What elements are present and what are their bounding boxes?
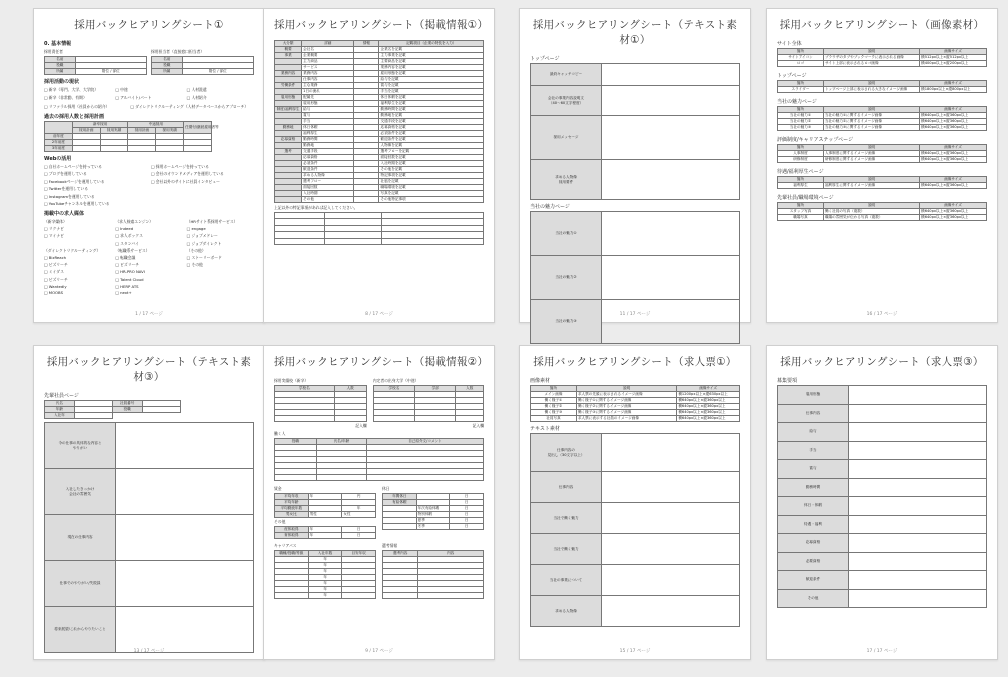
basic-left-label: 採用責任者 [44, 49, 63, 54]
sheet-page-6: 採用バックヒアリングシート（掲載情報②） 採用実績校（新卒） 学校名 人数 記入欄 内定者の出身大学（中途） 学校名 学部 人数 記入欄 働く人 役職 氏名/年齢 自己紹介文/コメント 賃金 平均年収 年 円 平均年齢 平均勤続年数 年 男女比 男性 女性 その他 産休取得 年 日 育休取得 年 日 休日 年間休日 日 有給休暇 日 年次有給休暇 日 特別休暇 日 夏季 日 冬季 日 キャリアパス 職種/役職/等級 入社年数 目安年収 年 年 年 年 年 年 年 選考情報 選考内容 内容 9 / 17 ページ [263, 345, 495, 660]
table-row: 勤務時間 [778, 478, 987, 497]
page-title: 採用バックヒアリングシート① [74, 19, 224, 31]
page-footer: 15 / 17 ページ [619, 649, 651, 654]
table-row: 休日・休暇 [778, 497, 987, 516]
image-spec-table: 箇所 説明 画像サイズ サイトアイコン ブラウザのタブやブックマークに表示される画像 横512px以上×縦512px以上 ロゴ サイト上部に表示されるロゴ画像 横400px以上×縦200px以上 [777, 48, 987, 67]
job-text-table: 仕事内容の 見出し（30文字以上） 仕事内容 当社で働く魅力 当社で働く魅力 当社の事業について 求める人物像 [530, 433, 740, 627]
job-requirements-table [777, 385, 987, 608]
section-heading: 掲載中の求人媒体 [44, 211, 85, 217]
table-row: 労働条件 主な業務 賞与を記載 [275, 83, 484, 89]
section-heading: 過去の採用人数と採用計画 [44, 113, 105, 120]
image-spec-table: 箇所 説明 画像サイズ 当社の魅力① 当社の魅力①に関するイメージ画像 横640px以上×縦360px以上 当社の魅力② 当社の魅力②に関するイメージ画像 横640px以上×縦360px以上 当社の魅力③ 当社の魅力③に関するイメージ画像 横640px以上×縦360px以上 [777, 106, 987, 131]
table-row: 選考フロー 社風を記載 [275, 179, 484, 185]
table-row: 研修制度 研修制度に関するイメージ画像 横640px以上×縦360px以上 [778, 157, 987, 163]
sheet-page-3 [519, 8, 751, 323]
basic-left-table: 名前 役職 所属 階位 / 部位 [44, 56, 147, 75]
basic-right-table: 名前 役職 所属 階位 / 部位 [151, 56, 254, 75]
page-footer: 1 / 17 ページ [135, 312, 163, 317]
wage-table: 平均年収 年 円 平均年齢 平均勤続年数 年 男女比 男性 女性 [274, 493, 376, 518]
page-footer: 11 / 17 ページ [619, 312, 651, 317]
notes-table [274, 212, 484, 245]
career-table: 職種/役職/等級 入社年数 目安年収 年 年 年 年 年 年 年 [274, 550, 376, 599]
sheet-page-5 [33, 345, 265, 660]
table-row: 仕事内容 [778, 404, 987, 423]
checkbox-item[interactable]: □ 中途 [115, 87, 128, 92]
table-row: 事業 企業概要 主力事業を記載 [275, 53, 484, 59]
table-row: 賞与 [778, 460, 987, 479]
image-spec-table: 箇所 説明 画像サイズ 福利厚生 福利厚生に関するイメージ画像 横640px以上×縦360px以上 [777, 176, 987, 189]
table-row: 人事制度 人事制度に関するイメージ画像 横640px以上×縦360px以上 [778, 151, 987, 157]
table-row: その他 [778, 589, 987, 608]
school-table: 学校名 人数 [274, 385, 367, 422]
table-row: 選考 交通手段 選考フローを記載 [275, 149, 484, 155]
checkbox-item[interactable]: □ 人材紹介 [186, 94, 207, 100]
holiday-table: 年間休日 日 有給休暇 日 年次有給休暇 日 特別休暇 日 夏季 日 冬季 日 [382, 493, 484, 530]
section-heading: サイト全体 [777, 41, 802, 47]
hiring-plan-table: 新卒採用 中途採用 任期付/継続雇用者等 採用計画 採用実績 採用計画 採用実績 前年度 2年前度 3年前度 [44, 121, 212, 152]
page-footer: 8 / 17 ページ [365, 312, 393, 317]
section-heading: 先輩社員ページ [44, 393, 79, 399]
table-row: 必須条件 入社時期を記載 [275, 161, 484, 167]
section-heading: 当社の魅力ページ [530, 204, 570, 210]
table-row: 勤務地 休日休暇 応募資格を記載 [275, 125, 484, 131]
section-heading: 先輩社員/職場環境ページ [777, 195, 834, 201]
posting-info-table: 大分類 詳細 情報 記載項目（企業の特長を入力） 概要 会社名 企業名を記載 事業 企業概要 主力事業を記載 主力商品 主要商品を記載 サービス 業務内容を記載 業務内容 業務内容 雇用形態を記載 仕事内容 給与を記載 労働条件 主な業務 賞与を記載 1日の流れ 手当を記載 雇用形態 配属先 休日休暇を記載 雇用形態 福利厚生を記載 制度/福利厚生 給与 勤務時間を記載 賞与 勤務地を記載 手当 交通手段を記載 勤務地 休日休暇 応募資格を記載 福利厚生 必須条件を記載 応募資格 勤務時間 歓迎条件を記載 勤務地 人物像を記載 選考 交通手段 選考フローを記載 応募資格 面接回数を記載 必須条件 入社時期を記載 歓迎条件 その他を記載 求める人物像 特記事項を記載 選考フロー 社風を記載 面接回数 職場環境を記載 入社時期 写真を記載 その他 その他特記事項 [274, 40, 484, 203]
table-row: 福利厚生 福利厚生に関するイメージ画像 横640px以上×縦360px以上 [778, 183, 987, 189]
section-heading: 評価制度/キャリアステップページ [777, 137, 854, 143]
table-row: 業務内容 業務内容 雇用形態を記載 [275, 71, 484, 77]
sheet-page-7: 採用バックヒアリングシート（求人票①） 画像素材 箇所 説明 画像サイズ メイン画像 求人票の先頭に表示されるイメージ画像 横1200px以上×縦630px以上 働く様子① 働く様子①に関するイメージ画像 横640px以上×縦360px以上 働く様子② 働く様子②に関するイメージ画像 横640px以上×縦360px以上 働く様子③ 働く様子③に関するイメージ画像 横640px以上×縦360px以上 社員写真 求人票に表示する社員のイメージ画像 横640px以上×縦360px以上 テキスト素材 仕事内容の 見出し（30文字以上） 仕事内容 当社で働く魅力 当社で働く魅力 当社の事業について 求める人物像 15 / 17 ページ [519, 345, 751, 660]
media-checklist: （新卒媒体） （求人検索エンジン） （HRサイト系採用サービス） □ リクナビ □ Indeed □ engage □ マイナビ □ 求人ボックス □ ジョブメドレー □ スタンバイ □ ジョブダイレクト （ダイレクトリクルーティング） （転職系サービス） （その他） □ BizReach □ 転職会議 □ ストーリーボード □ ビズリーチ □ ビズリーチ □ その他 □ ミイダス □ HR-PRO NAVI □ ビズリーチ □ Talent Cloud □ Wantedly □ HERP ATS □ MOOBS □ next+ [44, 219, 238, 295]
section-heading: 待遇/福利厚生ページ [777, 169, 824, 175]
section-heading: Webの活用 [44, 155, 72, 162]
employee-info-table: 氏名 社員番号 年齢 役職 入社年 [44, 400, 181, 419]
checkbox-item[interactable]: □ リファラル採用（社員からの紹介） [44, 103, 110, 109]
table-row: 当社の魅力① 当社の魅力①に関するイメージ画像 横640px以上×縦360px以上 [778, 113, 987, 119]
page-footer: 17 / 17 ページ [866, 649, 898, 654]
table-row: スライダー トップページ上部に表示される大きなイメージ画像 横1800px以上×縦800px以上 [778, 87, 987, 93]
table-row: 概要 会社名 企業名を記載 [275, 47, 484, 53]
table-row: 待遇・福利 [778, 515, 987, 534]
appeal-text-table: 当社の魅力① 当社の魅力② 当社の魅力③ [530, 211, 740, 344]
table-row: 給与 [778, 423, 987, 442]
table-row: 雇用形態 福利厚生を記載 [275, 101, 484, 107]
table-row: 歓迎条件 その他を記載 [275, 167, 484, 173]
table-row: 主力商品 主要商品を記載 [275, 59, 484, 65]
table-row: 入社時期 写真を記載 [275, 191, 484, 197]
table-row: サイトアイコン ブラウザのタブやブックマークに表示される画像 横512px以上×縦512px以上 [778, 55, 987, 61]
table-row: 必要資格 [778, 552, 987, 571]
table-row: 面接回数 職場環境を記載 [275, 185, 484, 191]
sheet-page-4 [766, 8, 998, 323]
page-title: 採用バックヒアリングシート（掲載情報②） [274, 356, 489, 368]
note-text: 上記以外の特記事項があれば記入してください。 [274, 205, 358, 210]
table-row: 賞与 勤務地を記載 [275, 113, 484, 119]
section-heading: 採用活動の現状 [44, 79, 80, 85]
table-row: 応募資格 勤務時間 歓迎条件を記載 [275, 137, 484, 143]
table-row: 求める人物像 特記事項を記載 [275, 173, 484, 179]
checkbox-item[interactable]: □ 人材派遣 [186, 87, 207, 92]
image-spec-table: 箇所 説明 画像サイズ 人事制度 人事制度に関するイメージ画像 横640px以上×縦360px以上 研修制度 研修制度に関するイメージ画像 横640px以上×縦360px以上 [777, 144, 987, 163]
table-row: 当社の魅力③ 当社の魅力③に関するイメージ画像 横640px以上×縦360px以上 [778, 125, 987, 131]
interview-table: 今の仕事の具体的な内容と やりがい 入社したきっかけ 会社の雰囲気 現在の仕事内容 仕事でのやりがい/失敗談 将来展望/これからやりたいこと [44, 422, 254, 653]
table-row: 1日の流れ 手当を記載 [275, 89, 484, 95]
table-row: 手当 交通手段を記載 [275, 119, 484, 125]
table-row: 福利厚生 必須条件を記載 [275, 131, 484, 137]
table-row: 歓迎条件 [778, 571, 987, 590]
image-spec-table: 箇所 説明 画像サイズ スタッフ写真 働く社員の写真（複数） 横640px以上×縦360px以上 職場写真 職場の雰囲気が伝わる写真（複数） 横640px以上×縦360px以上 [777, 202, 987, 221]
section-heading: トップページ [530, 56, 560, 62]
sheet-page-8: 採用バックヒアリングシート（求人票③） 募集要項 雇用形態 仕事内容 給与 手当 賞与 勤務時間 休日・休暇 待遇・福利 応募資格 必要資格 歓迎条件 その他 17 / 17 ページ [766, 345, 998, 660]
page-footer: 13 / 17 ページ [133, 649, 165, 654]
page-title: 採用バックヒアリングシート（テキスト素材①） [532, 19, 738, 46]
section-heading: トップページ [777, 73, 807, 79]
page-title: 採用バックヒアリングシート（求人票③） [780, 356, 984, 368]
checkbox-item[interactable]: □ ダイレクトリクルーティング（人材データベースからアプローチ） [130, 103, 249, 109]
table-row: 応募資格 [778, 534, 987, 553]
page-title: 採用バックヒアリングシート（求人票①） [533, 356, 737, 368]
staff-table: 役職 氏名/年齢 自己紹介文/コメント [274, 438, 484, 481]
leave-table: 産休取得 年 日 育休取得 年 日 [274, 526, 376, 539]
table-row: 当社の魅力② 当社の魅力②に関するイメージ画像 横640px以上×縦360px以上 [778, 119, 987, 125]
table-row: スタッフ写真 働く社員の写真（複数） 横640px以上×縦360px以上 [778, 209, 987, 215]
table-row: 勤務地 人物像を記載 [275, 143, 484, 149]
page-title: 採用バックヒアリングシート（掲載情報①） [274, 19, 489, 31]
checkbox-item[interactable]: □ 新卒（専門、大学、大学院） [44, 87, 99, 92]
table-row: 職場写真 職場の雰囲気が伝わる写真（複数） 横640px以上×縦360px以上 [778, 215, 987, 221]
checkbox-item[interactable]: □ 新卒（非常勤、有期） [44, 94, 87, 100]
table-row: その他 その他特記事項 [275, 197, 484, 203]
page-title: 採用バックヒアリングシート（画像素材） [779, 19, 985, 31]
sheet-page-1 [33, 8, 265, 323]
table-row: 雇用形態 [778, 386, 987, 405]
image-sections [777, 40, 987, 221]
process-table: 選考内容 内容 [382, 550, 484, 599]
table-row: 仕事内容 給与を記載 [275, 77, 484, 83]
job-image-table: 箇所 説明 画像サイズ メイン画像 求人票の先頭に表示されるイメージ画像 横1200px以上×縦630px以上 働く様子① 働く様子①に関するイメージ画像 横640px以上×縦360px以上 働く様子② 働く様子②に関するイメージ画像 横640px以上×縦360px以上 働く様子③ 働く様子③に関するイメージ画像 横640px以上×縦360px以上 社員写真 求人票に表示する社員のイメージ画像 横640px以上×縦360px以上 [530, 385, 740, 422]
page-footer: 9 / 17 ページ [365, 649, 393, 654]
table-row: 雇用形態 配属先 休日休暇を記載 [275, 95, 484, 101]
table-row: サービス 業務内容を記載 [275, 65, 484, 71]
table-row: ロゴ サイト上部に表示されるロゴ画像 横400px以上×縦200px以上 [778, 61, 987, 67]
page-title: 採用バックヒアリングシート（テキスト素材③） [46, 356, 252, 383]
table-row: 手当 [778, 441, 987, 460]
section-heading: 当社の魅力ページ [777, 99, 817, 105]
web-checklist: □ 自社ホームページを持っている □ 採用ホームページを持っている □ ブログを運用している □ 会社のオウンドメディアを運用している □ Facebookページを運用している □ 会社以外のサイトに社員インタビュー □ Twitterを運用している □ Instagramを運用している □ YouTubeチャンネルを運用している [44, 163, 224, 206]
sheet-page-2 [263, 8, 495, 323]
section-heading: 0. 基本情報 [44, 41, 72, 47]
status-checklist [44, 87, 254, 101]
basic-right-label: 採用担当者（直接窓口担当者） [151, 49, 205, 54]
page-footer: 16 / 17 ページ [866, 312, 898, 317]
image-spec-table: 箇所 説明 画像サイズ スライダー トップページ上部に表示される大きなイメージ画像 横1800px以上×縦800px以上 [777, 80, 987, 93]
top-text-table: 最終キャッチコピー 会社の事業内容説明文 （40〜60文字程度） 採用メッセージ 求める人物像 採用要件 [530, 63, 740, 200]
table-row: 制度/福利厚生 給与 勤務時間を記載 [275, 107, 484, 113]
university-table: 学校名 学部 人数 [373, 385, 484, 422]
checkbox-item[interactable]: □ アルバイト/パート [115, 94, 152, 100]
table-row: 応募資格 面接回数を記載 [275, 155, 484, 161]
